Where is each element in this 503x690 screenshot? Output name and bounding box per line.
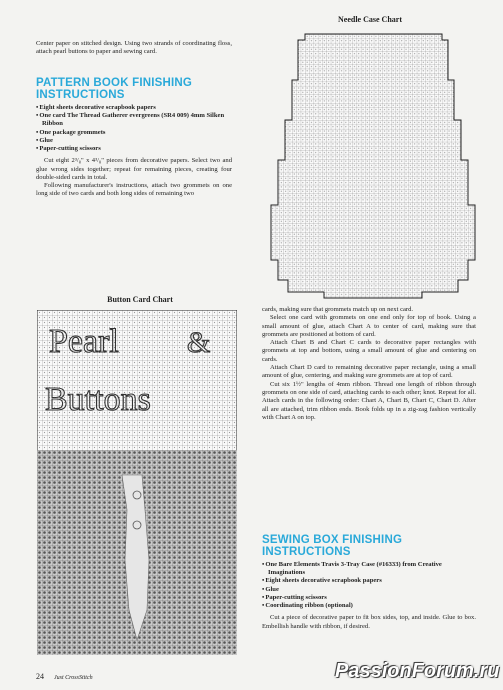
needle-case-chart xyxy=(262,30,484,300)
instruction-paragraph: Select one card with grommets on one end only for top of book. Using a small amount of glue, attach Chart A to center of card, making sure that grommets are positioned at bottom of card. xyxy=(262,314,476,338)
material-item: • Coordinating ribbon (optional) xyxy=(262,602,476,610)
sewing-box-heading: SEWING BOX FINISHING INSTRUCTIONS xyxy=(262,534,403,558)
button-card-chart-title: Button Card Chart xyxy=(107,295,173,304)
material-item: • Eight sheets decorative scrapbook papers xyxy=(262,577,476,585)
needle-case-chart-title: Needle Case Chart xyxy=(338,15,402,24)
material-item: • One package grommets xyxy=(36,129,232,137)
magazine-name: Just CrossStitch xyxy=(54,675,93,681)
material-item: • One Bare Elements Travis 3-Tray Case (#16333) from Creative Imaginations xyxy=(262,561,476,577)
material-item: • Glue xyxy=(36,137,232,145)
material-item: • Paper-cutting scissors xyxy=(36,145,232,153)
instruction-paragraph: Attach Chart B and Chart C cards to decorative paper rectangles with grommets at top and bottom, using a small amount of glue and centering on cards. xyxy=(262,339,476,363)
sewing-box-section xyxy=(262,535,476,631)
watermark: PassionForum.ru xyxy=(335,660,500,682)
instruction-paragraph: Following manufacturer's instructions, attach two grommets on one long side of two cards and both long sides of remaining two xyxy=(36,182,232,198)
continued-instructions xyxy=(262,306,476,422)
motif-word-pearl: Pearl xyxy=(49,323,119,360)
instruction-paragraph: Cut six 1½" lengths of 4mm ribbon. Thread one length of ribbon through grommets on one side of card, attaching cards to each other; knot. Repeat for all. Attach cards in the following order: Chart A, Chart B, Chart C, Chart D. After all are attached, trim ribbon ends. Book folds up in a zig-zag fashion vertically with Chart A on top. xyxy=(262,380,476,421)
instruction-paragraph: Attach Chart D card to remaining decorative paper rectangle, using a small amount of glue, centering, and making sure grommets are at top of card. xyxy=(262,364,476,380)
motif-ampersand: & xyxy=(187,326,211,359)
sewing-box-materials xyxy=(262,561,476,610)
intro-paragraph: Center paper on stitched design. Using two strands of coordinating floss, attach pearl buttons to paper and sewing card. xyxy=(36,40,232,56)
motif-word-buttons: Buttons xyxy=(45,381,151,418)
pattern-book-heading: PATTERN BOOK FINISHING INSTRUCTIONS xyxy=(36,77,193,101)
instruction-paragraph: cards, making sure that grommets match up on next card. xyxy=(262,306,414,313)
material-item: • One card The Thread Gatherer evergreens (SR4 009) 4mm Silken Ribbon xyxy=(36,112,232,128)
page-footer xyxy=(36,672,93,681)
button-card-chart xyxy=(37,310,237,655)
material-item: • Glue xyxy=(262,586,476,594)
pattern-book-materials xyxy=(36,104,232,153)
material-item: • Eight sheets decorative scrapbook papers xyxy=(36,104,232,112)
page-number: 24 xyxy=(36,672,44,681)
pattern-book-section xyxy=(36,78,232,199)
material-item: • Paper-cutting scissors xyxy=(262,594,476,602)
instruction-paragraph: Cut a piece of decorative paper to fit box sides, top, and inside. Glue to box. Embellish handle with ribbon, if desired. xyxy=(262,614,476,630)
instruction-paragraph: Cut eight 2³/₈" x 4³/₈" pieces from decorative papers. Select two and glue wrong sides together; repeat for remaining pieces, creating four double-sided cards in total. xyxy=(36,157,232,181)
